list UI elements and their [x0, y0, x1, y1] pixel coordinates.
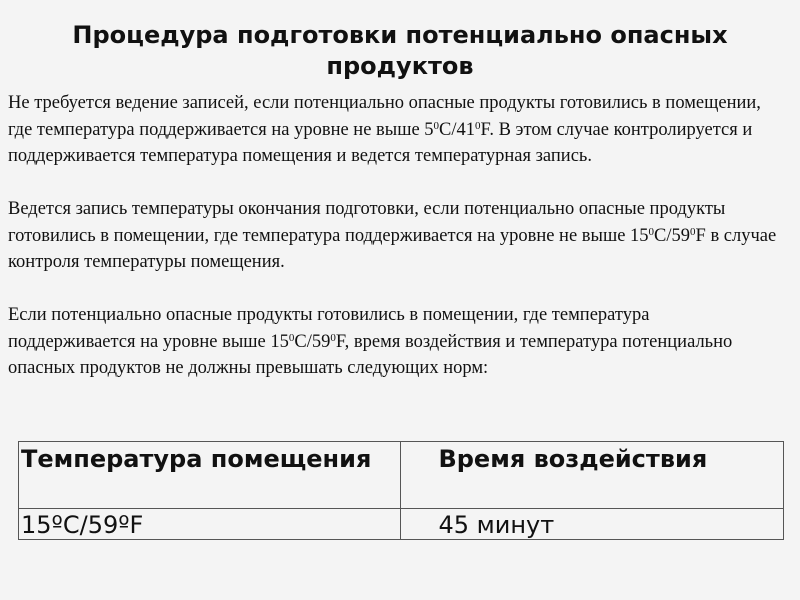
paragraph-no-records: [8, 90, 778, 170]
paragraph-text: С/59: [654, 225, 691, 246]
paragraph-text: Не требуется ведение записей, если потенциально опасные продукты готовились в помещении, где температура поддерживается на уровне не выше 5: [8, 93, 761, 140]
degree-superscript: 0: [690, 225, 696, 238]
table-header-row: [19, 442, 784, 509]
paragraph-exposure-limits: [8, 302, 778, 382]
paragraph-text: F в случае контроля температуры помещения.: [8, 225, 777, 272]
paragraph-text: Ведется запись температуры окончания подготовки, если потенциально опасные продукты готовились в помещении, где температура поддерживается на уровне не выше 15: [8, 199, 726, 246]
slide-title: Процедура подготовки потенциально опасных продуктов: [72, 21, 728, 80]
paragraph-text: С/59: [294, 331, 331, 352]
table-row: [19, 509, 784, 540]
paragraph-end-temperature-record: [8, 196, 778, 276]
degree-superscript: 0: [288, 331, 295, 344]
norms-table: [18, 441, 784, 540]
paragraph-text: F, время воздействия и температура потенциально опасных продуктов не должны превышать следующих норм:: [8, 331, 733, 378]
degree-superscript: 0: [648, 225, 655, 238]
body-text: [8, 90, 778, 408]
paragraph-text: С/41: [439, 119, 476, 140]
paragraph-text: Если потенциально опасные продукты готовились в помещении, где температура поддерживается на уровне выше 15: [8, 305, 650, 352]
cell-room-temperature: 15ºС/59ºF: [19, 509, 401, 540]
degree-superscript: 0: [433, 119, 440, 132]
paragraph-text: F. В этом случае контролируется и поддерживается температура помещения и ведется температурная запись.: [8, 119, 753, 166]
header-room-temperature: Температура помещения: [19, 442, 401, 509]
cell-exposure-time: 45 минут: [401, 509, 784, 540]
header-exposure-time: Время воздействия: [401, 442, 784, 509]
degree-superscript: 0: [475, 119, 481, 132]
degree-superscript: 0: [330, 331, 336, 344]
